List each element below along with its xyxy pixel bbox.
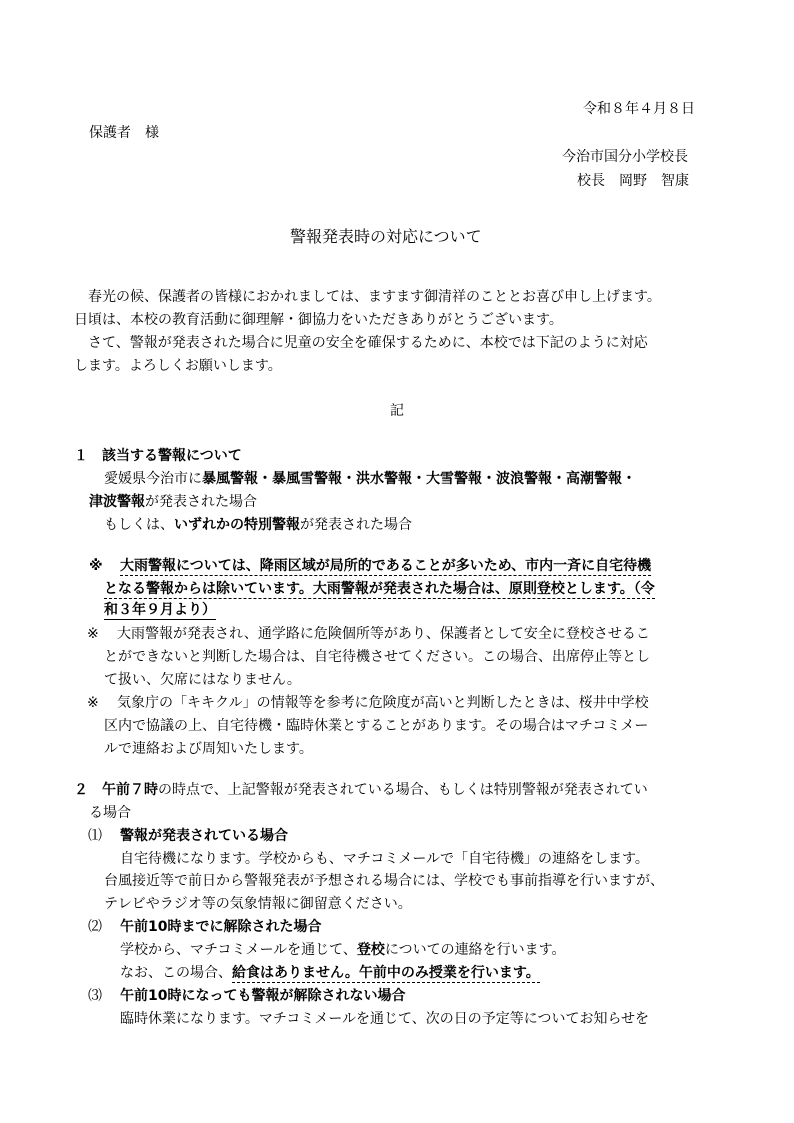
- school-name: 今治市国分小学校長: [562, 149, 688, 165]
- note-3-line-1: 気象庁の「キキクル」の情報等を参考に危険度が高いと判断したときは、桜井中学校: [117, 695, 649, 711]
- note-2-line-3: て扱い、欠席にはなりません。: [104, 672, 301, 688]
- note-1-line-3: [104, 603, 216, 617]
- sub-2-line-2: [120, 966, 540, 980]
- issue-date: 令和８年４月８日: [583, 101, 695, 117]
- sub-3-number: ⑶: [88, 988, 102, 1004]
- section-2-heading-line-2: る場合: [89, 805, 131, 821]
- sub-3-line-1: 臨時休業になります。マチコミメールを通じて、次の日の予定等についてお知らせを: [120, 1011, 650, 1027]
- note-1-text-2: となる警報からは除いています。大雨警報が発表された場合は、原則登校とします。（令: [104, 581, 655, 597]
- section-2-heading-text: の時点で、上記警報が発表されている場合、もしくは特別警報が発表されてい: [158, 782, 648, 798]
- warning-list: 暴風警報・暴風雪警報・洪水警報・大雪警報・波浪警報・高潮警報・: [202, 471, 636, 487]
- section-2-number: ２: [74, 782, 88, 798]
- sub-2-text-a: 学校から、マチコミメールを通じて、: [120, 942, 357, 958]
- sub-2-title: 午前10時までに解除された場合: [120, 919, 322, 935]
- sub-1-line-1: 自宅待機になります。学校からも、マチコミメールで「自宅待機」の連絡をします。: [120, 851, 649, 867]
- sub-2-note-prefix: なお、この場合、: [120, 965, 232, 981]
- warnings-suffix: が発表された場合: [145, 494, 257, 510]
- sub-2-text-c: についての連絡を行います。: [384, 942, 566, 958]
- note-1-text-3: 和３年９月より）: [104, 602, 216, 618]
- ki-mark: 記: [390, 403, 404, 419]
- section-1-warnings-line-2: [89, 495, 257, 509]
- note-3-line-2: 区内で協議の上、自宅待機・臨時休業とすることがあります。その場合はマチコミメー: [104, 718, 649, 734]
- time-7am: 午前７時: [102, 782, 158, 798]
- note-1-mark: ※: [89, 558, 103, 574]
- no-lunch-note: 給食はありません。午前中のみ授業を行います。: [232, 965, 540, 981]
- note-3-mark: ※: [87, 695, 99, 711]
- intro-line-3: さて、警報が発表された場合に児童の安全を確保するために、本校では下記のように対応: [88, 335, 648, 351]
- special-prefix: もしくは、: [104, 517, 174, 533]
- sub-1-line-3: テレビやラジオ等の気象情報に御留意ください。: [104, 896, 412, 912]
- section-1-heading: １ 該当する警報について: [74, 448, 242, 464]
- attend-school: 登校: [356, 942, 385, 958]
- note-3-line-3: ルで連絡および周知いたします。: [104, 741, 313, 757]
- intro-line-1: 春光の候、保護者の皆様におかれましては、ますます御清祥のこととお喜び申し上げます。: [88, 289, 661, 305]
- note-2-line-2: とができないと判断した場合は、自宅待機させてください。この場合、出席停止等とし: [104, 649, 650, 665]
- sub-2-number: ⑵: [88, 919, 102, 935]
- intro-line-2: 日頃は、本校の教育活動に御理解・御協力をいただきありがとうございます。: [74, 312, 563, 328]
- note-2-mark: ※: [87, 626, 99, 642]
- sub-1-line-2: 台風接近等で前日から警報発表が予想される場合には、学校でも事前指導を行いますが、: [104, 873, 664, 889]
- note-1-line-1: [120, 559, 651, 573]
- sub-2-line-1: [120, 943, 566, 957]
- intro-line-4: します。よろしくお願いします。: [74, 358, 282, 374]
- note-2-line-1: 大雨警報が発表され、通学路に危険個所等があり、保護者として安全に登校させるこ: [117, 626, 650, 642]
- sub-3-title: 午前10時になっても警報が解除されない場合: [120, 988, 406, 1004]
- tsunami-warning: 津波警報: [89, 494, 145, 510]
- sub-1-number: ⑴: [88, 828, 102, 844]
- document-title: 警報発表時の対応について: [290, 227, 482, 246]
- recipient: 保護者 様: [89, 125, 159, 141]
- special-suffix: が発表された場合: [300, 517, 412, 533]
- section-1-special-warning-line: [104, 518, 412, 532]
- principal-name: 校長 岡野 智康: [577, 173, 689, 189]
- section-1-warnings-line-1: [104, 472, 636, 486]
- section-2-heading: [74, 783, 648, 797]
- sub-1-title: 警報が発表されている場合: [120, 828, 288, 844]
- note-1-text-1: 大雨警報については、降雨区域が局所的であることが多いため、市内一斉に自宅待機: [120, 558, 652, 574]
- note-1-line-2: [104, 582, 655, 596]
- special-warning: いずれかの特別警報: [174, 517, 300, 533]
- region-label: 愛媛県今治市に: [104, 471, 202, 487]
